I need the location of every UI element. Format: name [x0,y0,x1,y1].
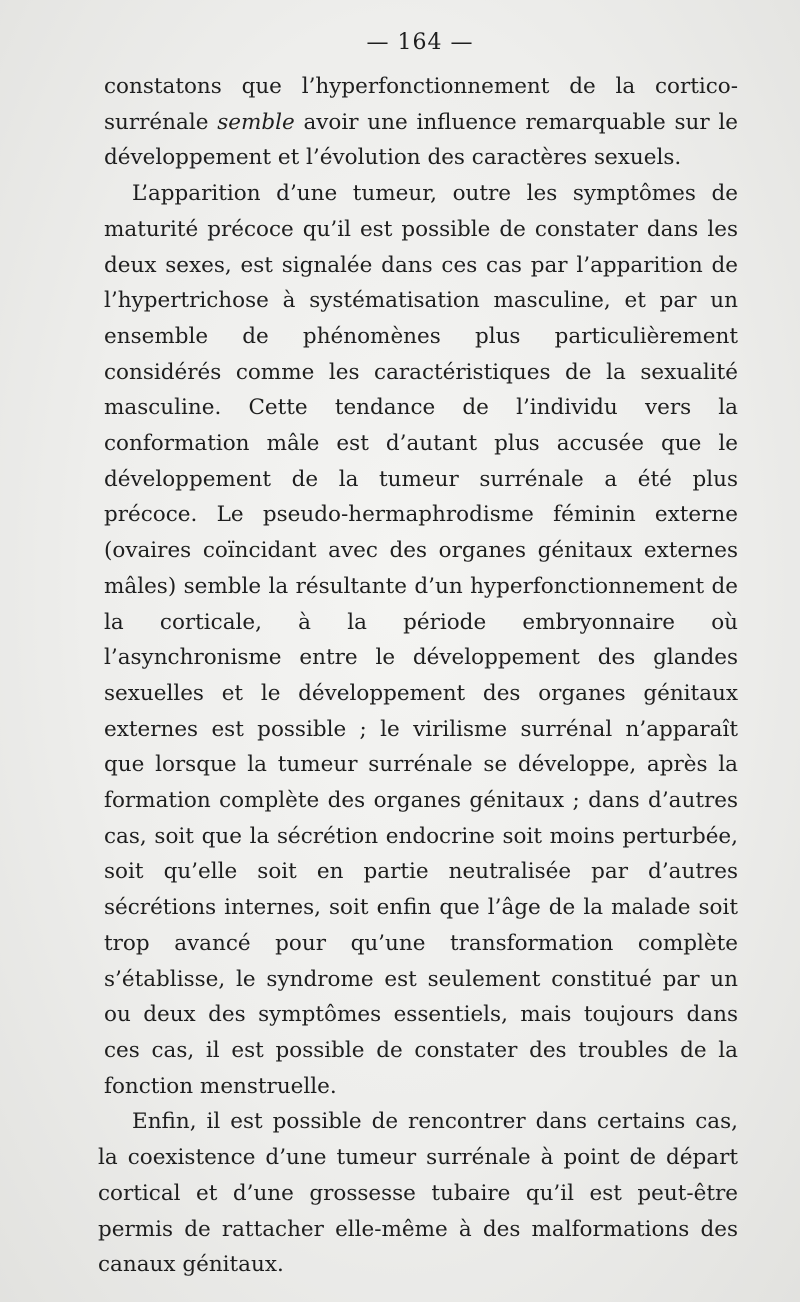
page-number: — 164 — [366,30,474,55]
body-text [98,69,738,1283]
paragraph-3: Enfin, il est possible de rencontrer dans certains cas, la coexistence d’une tumeur surrénale à point de départ cortical et d’une grossesse tubaire qu’il est peut-être permis de rattacher elle-même à des malformations des canaux génitaux. [98,1109,738,1278]
paragraph-1-end: avoir une influence remarquable sur le développement et l’évolution des caractères sexuels. [104,109,738,171]
paragraph-1-start: constatons que l’hyperfonctionnement de la cortico-surrénale [104,74,738,135]
emphasized-word: semble [217,109,295,135]
paragraph-1 [104,69,738,176]
paragraph-2: L’apparition d’une tumeur, outre les symptômes de maturité précoce qu’il est possible de constater dans les deux sexes, est signalée dans ces cas par l’apparition de l’hypertrichose à systématisation masculine, et par un ensemble de phénomènes plus particulièrement considérés comme les caractéristiques de la sexualité masculine. Cette tendance de l’individu vers la conformation mâle est d’autant plus accusée que le développement de la tumeur surrénale a été plus précoce. Le pseudo-hermaphrodisme féminin externe (ovaires coïncidant avec des organes génitaux externes mâles) semble la résultante d’un hyperfonctionnement de la corticale, à la période embryonnaire où l’asynchronisme entre le développement des glandes sexuelles et le développement des organes génitaux externes est possible ; le virilisme surrénal n’apparaît que lorsque la tumeur surrénale se développe, après la formation complète des organes génitaux ; dans d’autres cas, soit que la sécrétion endocrine soit moins perturbée, soit qu’elle soit en partie neutralisée par d’autres sécrétions internes, soit enfin que l’âge de la malade soit trop avancé pour qu’une transformation complète s’établisse, le syndrome est seulement constitué par un ou deux des symptômes essentiels, mais toujours dans ces cas, il est possible de constater des troubles de la fonction menstruelle. [104,181,738,1099]
